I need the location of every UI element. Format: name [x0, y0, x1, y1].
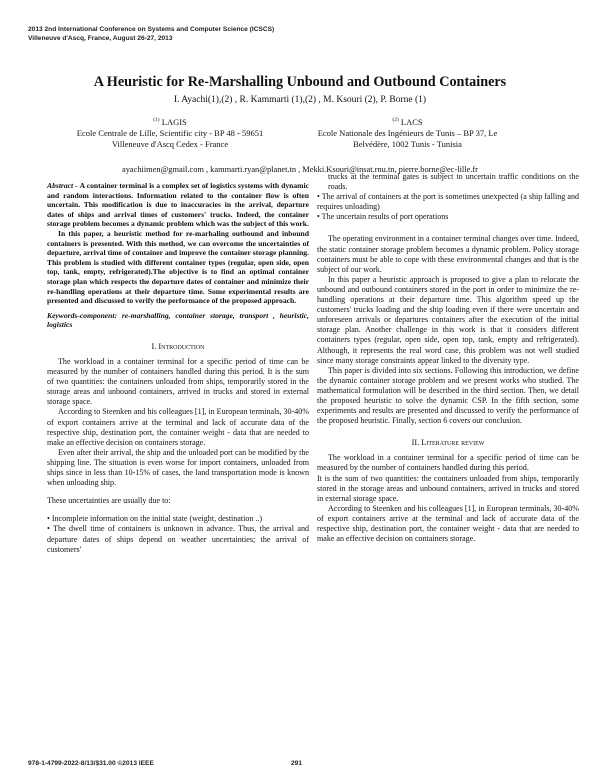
affiliation-2: [280, 115, 535, 150]
affiliation-1: [50, 115, 290, 150]
keywords-label: Keywords-component:: [47, 310, 122, 320]
abstract-label: Abstract -: [47, 181, 80, 190]
paragraph: It is the sum of two quantities: the containers unloaded from ships, temporarily stored in the storage areas and unbound containers, arrived in trucks and stored in external storage space.: [317, 473, 579, 503]
affiliation-mark: (2): [392, 117, 399, 123]
paragraph: According to Steenken and his colleagues [1], in European terminals, 30-40% of export containers arrive at the terminal and lack of accurate data of the respective ship, destination port, the container weight - data that are needed to make an effective decision on containers storage.: [47, 407, 309, 447]
paragraph: The operating environment in a container terminal changes over time. Indeed, the static container storage problem becomes a dynamic problem. Policy storage containers must be able to cope with these environmental changes and that is the subject of our work.: [317, 234, 579, 274]
bullet-item: • The arrival of containers at the port is sometimes unexpected (a ship falling and requires unloading): [317, 192, 579, 212]
lab-name: LACS: [400, 117, 423, 127]
affiliation-city: Villeneuve d'Ascq Cedex - France: [111, 139, 229, 149]
lab-name: LAGIS: [161, 117, 187, 127]
paper-title: A Heuristic for Re-Marshalling Unbound and Outbound Containers: [93, 74, 507, 90]
paragraph: Even after their arrival, the ship and the unloaded port can be modified by the shipping line. The situation is even worse for import containers, unloaded from ships since in less than 10-15% of cases, the land transportation mode is known when unloading ship.: [47, 447, 309, 488]
paragraph: The workload in a container terminal for a specific period of time can be measured by the number of containers handled during this period. It is the sum of two quantities: the containers unloaded from ships, temporarily stored in the storage areas and unbound containers, arrived in trucks and stored in external storage space.: [47, 357, 309, 407]
affiliation-address: Ecole Nationale des Ingénieurs de Tunis – BP 37, Le: [317, 128, 498, 138]
paragraph: According to Steenken and his colleagues [1], in European terminals, 30-40% of export containers arrive at the terminal and lack of accurate data of the respective ship, destination port, the container weight - data that are needed to make an effective decision on containers storage.: [317, 503, 579, 544]
conference-header: [28, 26, 274, 43]
right-column: [317, 172, 579, 544]
keywords-text: re-marshalling, container storage, transport , heuristic, logistics: [47, 310, 309, 330]
conference-name: 2013 2nd International Conference on Systems and Computer Science (ICSCS): [28, 26, 275, 33]
conference-location: Villeneuve d'Ascq, France, August 26-27, 2013: [28, 34, 173, 42]
affiliation-address: Ecole Centrale de Lille, Scientific city - BP 48 - 59651: [76, 128, 264, 138]
left-column: [47, 181, 309, 555]
paragraph: In this paper a heuristic approach is proposed to give a plan to relocate the unbound and outbound containers stored in the port in order to minimize the re-handling operations at their departure time. This algorithm speed up the customers' trucks loading and the ship loading even if there were uncertain and unforeseen arrivals or departures containers after the execution of the initial storage plan. Another challenge in this work is that it considers different containers types (regular, open side, open top, tank, empty and refrigerated). Although, it represents the real word case, this problem was not well studied since many storage constraints appear linked to the diversity type.: [317, 274, 579, 365]
affiliation-mark: (1): [153, 117, 160, 123]
affiliation-city: Belvédère, 1002 Tunis - Tunisia: [353, 139, 462, 149]
paragraph: These uncertainties are usually due to:: [47, 496, 171, 506]
bullet-item: • The uncertain results of port operations: [317, 212, 449, 222]
keywords: [47, 311, 309, 330]
isbn-footer: 978-1-4799-2022-8/13/$31.00 ©2013 IEEE: [28, 760, 154, 767]
bullet-item: • The dwell time of containers is unknown in advance. Thus, the arrival and departure dates of ships depend on weather uncertainties; the arrival of customers': [47, 524, 309, 554]
paragraph: The workload in a container terminal for a specific period of time can be measured by the number of containers handled during this period.: [317, 453, 579, 473]
paragraph: trucks at the terminal gates is subject to uncertain traffic conditions on the roads.: [328, 172, 579, 192]
paragraph: This paper is divided into six sections. Following this introduction, we define the dynamic container storage problem and we present works who studied. The mathematical formulation will be described in the third section. Then, we detail the proposed heuristic to solve the dynamic CSP. In the fifth section, some experiments and results are presented and discussed to verify the performance of the proposed heuristic. Finally, section 6 covers our conclusion.: [317, 365, 579, 426]
author-list: I. Ayachi(1),(2) , R. Kammarti (1),(2) , M. Ksouri (2), P. Borne (1): [173, 95, 427, 105]
bullet-item: • Incomplete information on the initial state (weight, destination ..): [47, 514, 263, 524]
author-emails: ayachiimen@gmail.com , kammarti.ryan@planet.tn , Mekki.Ksouri@insat.rnu.tn, pierre.borne@ec-lille.fr: [122, 165, 478, 174]
abstract-paragraph: In this paper, a heuristic method for re-marhaling outbound and inbound containers is presented. With this method, we can overcome the uncertainties of departure, arrival time of container and improve the container storage planning. This problem is studied with different container types (regular, open side, open top, tank, empty, refrigerated).The objective is to find an optimal container storage plan which respects the departure dates of container and minimize their re-handling operations at their departure time. Some experimental results are presented and discussed to verify the performance of the proposed approach.: [47, 228, 309, 306]
section-heading: I. Introduction: [151, 341, 205, 351]
abstract-text: A container terminal is a complex set of logistics systems with dynamic and random interactions. Information related to the container flow is often uncertain. This modification is due to inaccuracies in the arrival, departure dates of ships and arrival times of customers' trucks. Indeed, the container storage problem becomes a dynamic problem which was the subject of this work.: [47, 181, 309, 229]
page-number: 291: [291, 760, 303, 767]
abstract: [47, 181, 309, 229]
section-heading: II. Literature review: [411, 438, 485, 448]
